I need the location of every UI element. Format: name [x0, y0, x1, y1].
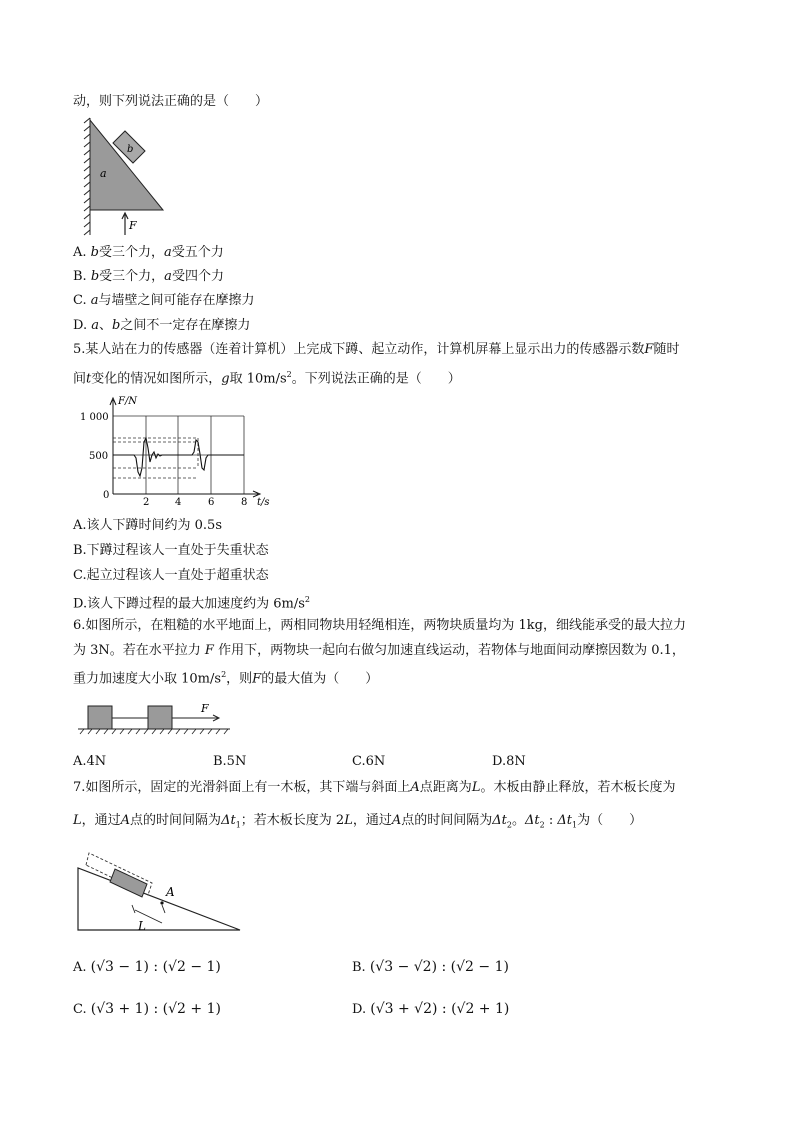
label-F: F [201, 702, 209, 715]
x-tick-4: 4 [175, 497, 182, 508]
q4-option-b[interactable]: B. b受三个力，a受四个力 [73, 269, 224, 284]
chart-axes [110, 398, 260, 497]
q4-option-a[interactable]: A. b受三个力，a受五个力 [73, 245, 224, 260]
q6-option-c[interactable]: C.6N [352, 754, 386, 769]
length-marker [132, 905, 165, 923]
label-F: F [129, 219, 137, 232]
incline [78, 868, 240, 930]
q6-stem-line3: 重力加速度大小取 $10m/s^2$，则F的最大值为（ ） [73, 670, 379, 687]
q5-option-a[interactable]: A.该人下蹲时间约为 0.5s [73, 518, 222, 533]
block-left [88, 706, 112, 729]
point-A [160, 901, 163, 904]
y-tick-0: 0 [103, 490, 110, 501]
q6-stem-line1: 6.如图所示，在粗糙的水平地面上，两相同物块用轻绳相连，两物块质量均为 1kg，细线能承受的最大拉力 [73, 618, 687, 633]
q5-stem-line2: 间t变化的情况如图所示，g取 $10m/s^2$。下列说法正确的是（ ） [73, 370, 461, 387]
label-b: b [127, 144, 134, 155]
q5-stem-line1: 5.某人站在力的传感器（连着计算机）上完成下蹲、起立动作，计算机屏幕上显示出力的传感器示数F随时 [73, 342, 680, 357]
ground-hatching [80, 729, 228, 734]
q5-option-c[interactable]: C.起立过程该人一直处于超重状态 [73, 568, 269, 583]
q4-option-c[interactable]: C. a与墙壁之间可能存在摩擦力 [73, 293, 255, 308]
q6-option-a[interactable]: A.4N [73, 754, 107, 769]
y-tick-1000: 1 000 [80, 412, 109, 423]
q7-option-a[interactable]: A. (√3 − 1) : (√2 − 1) [73, 959, 221, 975]
q5-option-d[interactable]: D.该人下蹲过程的最大加速度约为 $6m/s^2$ [73, 595, 310, 612]
q6-option-b[interactable]: B.5N [213, 754, 247, 769]
x-tick-6: 6 [208, 497, 215, 508]
q4-stem-tail: 动，则下列说法正确的是（ ） [73, 94, 269, 109]
y-tick-500: 500 [89, 451, 109, 462]
wall-hatching [84, 118, 90, 235]
q6-option-d[interactable]: D.8N [492, 754, 526, 769]
short-board [110, 869, 147, 897]
q7-stem-line1: 7.如图所示，固定的光滑斜面上有一木板，其下端与斜面上A点距离为L。木板由静止释放，若木板长度为 [73, 780, 676, 795]
label-L: L [138, 919, 146, 933]
q5-option-b[interactable]: B.下蹲过程该人一直处于失重状态 [73, 543, 269, 558]
q7-figure [76, 850, 246, 935]
x-tick-2: 2 [143, 497, 150, 508]
q5-force-time-chart [70, 392, 280, 508]
q6-figure [74, 698, 234, 738]
q4-figure [80, 115, 170, 240]
q7-stem-line2: L，通过A点的时间间隔为$\Delta t_1$；若木板长度为 2L，通过A点的时间间隔为$\Delta t_2$。$\Delta t_2$ : $\Delta t_1$为（ ） [73, 813, 643, 830]
q4-option-d[interactable]: D. a、b之间不一定存在摩擦力 [73, 318, 251, 333]
label-A: A [166, 885, 175, 899]
q7-option-b[interactable]: B. (√3 − √2) : (√2 − 1) [352, 959, 509, 975]
label-a: a [100, 167, 107, 180]
force-arrow [122, 213, 128, 235]
q7-option-d[interactable]: D. (√3 + √2) : (√2 + 1) [352, 1001, 510, 1017]
x-tick-8: 8 [241, 497, 248, 508]
q6-stem-line2: 为 3N。若在水平拉力 F 作用下，两物块一起向右做匀加速直线运动，若物体与地面间动摩擦因数为 0.1， [73, 643, 685, 658]
x-axis-label: t/s [257, 497, 270, 508]
force-curve [113, 438, 244, 476]
q7-option-c[interactable]: C. (√3 + 1) : (√2 + 1) [73, 1001, 221, 1017]
y-axis-label: F/N [118, 396, 138, 407]
block-right [148, 706, 172, 729]
